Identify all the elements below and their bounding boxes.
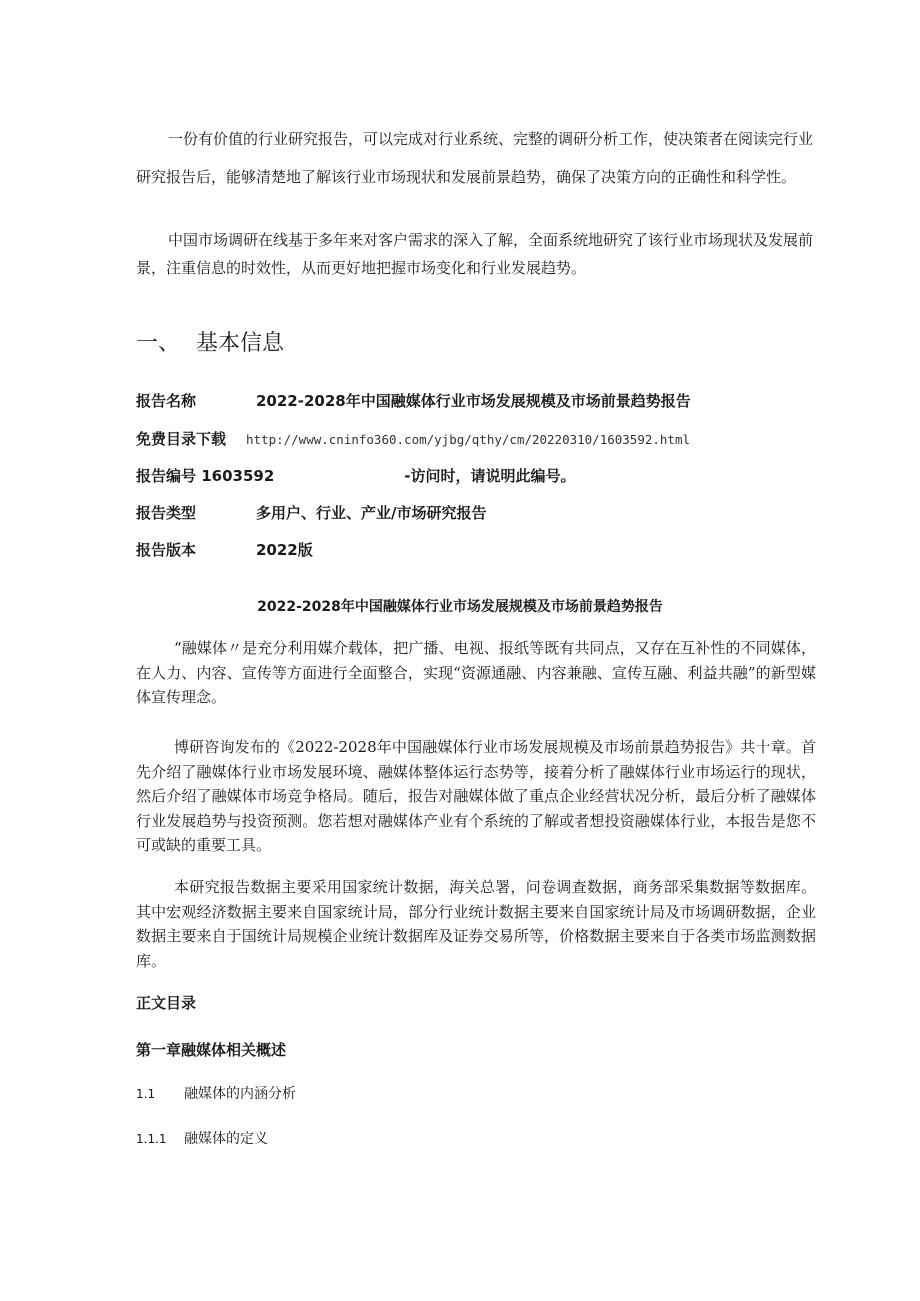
info-code-note: -访问时，请说明此编号。: [404, 467, 576, 485]
info-label-name: 报告名称: [136, 392, 197, 410]
intro-paragraph-2: 中国市场调研在线基于多年来对客户需求的深入了解，全面系统地研究了该行业市场现状及发展前景，注重信息的时效性，从而更好地把握市场变化和行业发展趋势。: [136, 231, 814, 277]
info-label-edition: 报告版本: [136, 541, 197, 559]
toc-item-number: 1.1.1: [136, 1132, 167, 1146]
body-paragraph-1: “融媒体〃是充分利用媒介载体，把广播、电视、报纸等既有共同点，又存在互补性的不同媒体，在人力、内容、宣传等方面进行全面整合，实现“资源通融、内容兼融、宣传互融、利益共融”的新型媒体宣传理念。: [136, 639, 816, 706]
section-heading: [136, 326, 284, 357]
toc-item[interactable]: [136, 1128, 268, 1148]
info-row-download: [136, 428, 690, 449]
info-row-edition: [136, 539, 313, 560]
info-label-code: 报告编号 1603592: [136, 467, 275, 485]
info-row-code: [136, 465, 576, 486]
section-title: 基本信息: [196, 331, 285, 356]
body-paragraph-3: 本研究报告数据主要采用国家统计数据，海关总署，问卷调查数据，商务部采集数据等数据库。其中宏观经济数据主要来自国家统计局，部分行业统计数据主要来自国家统计局及市场调研数据，企业数据主要来自于国统计局规模企业统计数据库及证券交易所等，价格数据主要来自于各类市场监测数据库。: [136, 878, 816, 970]
toc-heading: 正文目录: [136, 994, 197, 1012]
info-row-name: [136, 390, 691, 411]
info-row-type: [136, 502, 486, 523]
info-value-name: 2022-2028年中国融媒体行业市场发展规模及市场前景趋势报告: [256, 392, 691, 410]
download-link[interactable]: http://www.cninfo360.com/yjbg/qthy/cm/20220310/1603592.html: [246, 432, 691, 447]
toc-item[interactable]: [136, 1083, 296, 1103]
intro-paragraph-1: 一份有价值的行业研究报告，可以完成对行业系统、完整的调研分析工作，使决策者在阅读完行业研究报告后，能够清楚地了解该行业市场现状和发展前景趋势，确保了决策方向的正确性和科学性。: [136, 130, 814, 186]
info-label-download: 免费目录下载: [136, 430, 227, 448]
toc-item-number: 1.1: [136, 1087, 156, 1101]
info-value-type: 多用户、行业、产业/市场研究报告: [256, 504, 487, 522]
section-number: 一、: [136, 331, 181, 356]
info-label-type: 报告类型: [136, 504, 197, 522]
toc-item-text: 融媒体的定义: [184, 1131, 268, 1147]
report-title: 2022-2028年中国融媒体行业市场发展规模及市场前景趋势报告: [257, 599, 663, 615]
info-value-edition: 2022版: [256, 541, 313, 559]
body-paragraph-2: 博研咨询发布的《2022-2028年中国融媒体行业市场发展规模及市场前景趋势报告》共十章。首先介绍了融媒体行业市场发展环境、融媒体整体运行态势等，接着分析了融媒体行业市场运行的现状，然后介绍了融媒体市场竞争格局。随后，报告对融媒体做了重点企业经营状况分析，最后分析了融媒体行业发展趋势与投资预测。您若想对融媒体产业有个系统的了解或者想投资融媒体行业，本报告是您不可或缺的重要工具。: [136, 738, 816, 854]
toc-item-text: 融媒体的内涵分析: [184, 1086, 296, 1102]
toc-chapter-1[interactable]: 第一章融媒体相关概述: [136, 1041, 287, 1059]
